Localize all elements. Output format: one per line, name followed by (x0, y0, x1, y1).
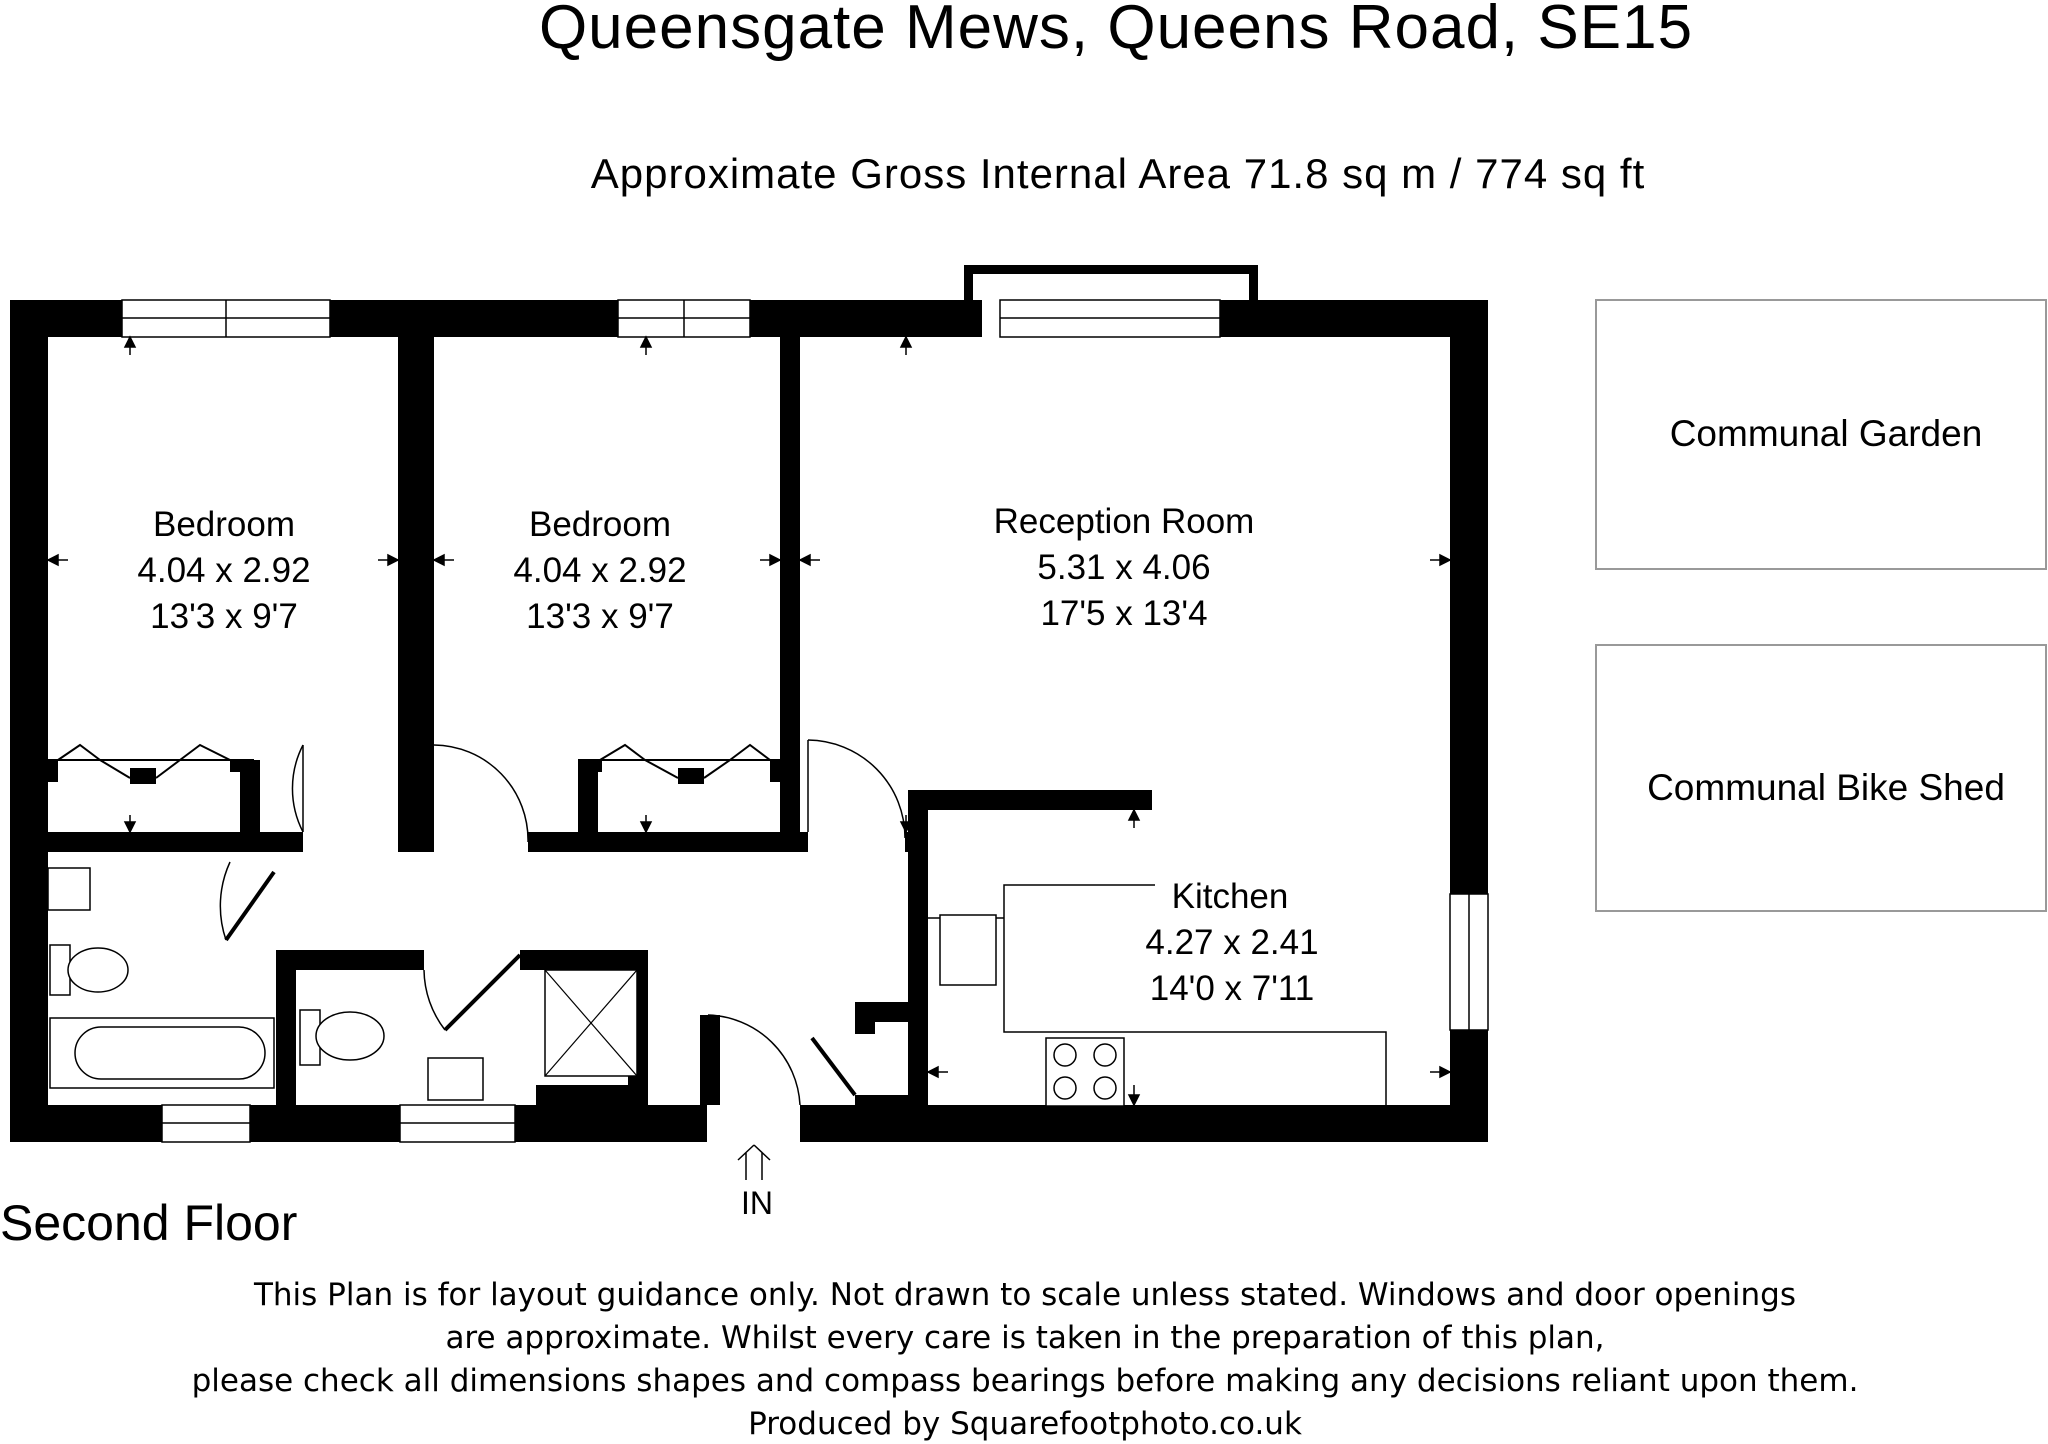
floor-label: Second Floor (0, 1195, 298, 1251)
room-name: Bedroom (152, 505, 296, 544)
disclaimer (192, 1277, 1859, 1442)
room-bedroom-1 (137, 505, 310, 636)
disclaimer-line: are approximate. Whilst every care is taken in the preparation of this plan, (445, 1320, 1605, 1356)
room-dimensions-metric: 4.27 x 2.41 (1145, 923, 1319, 962)
garden-label: Communal Garden (1669, 413, 1983, 454)
room-dimensions-metric: 4.04 x 2.92 (513, 551, 687, 590)
disclaimer-line: This Plan is for layout guidance only. Not drawn to scale unless stated. Windows and door openings (253, 1277, 1797, 1313)
gross-area: Approximate Gross Internal Area 71.8 sq m / 774 sq ft (590, 150, 1646, 197)
bike-shed-label: Communal Bike Shed (1647, 767, 2005, 808)
room-name: Kitchen (1171, 877, 1289, 916)
room-dimensions-metric: 5.31 x 4.06 (1037, 548, 1211, 587)
room-dimensions-imperial: 17'5 x 13'4 (1040, 594, 1208, 633)
entrance-label: IN (741, 1185, 773, 1221)
communal-bike-shed (1596, 645, 2046, 911)
room-name: Bedroom (528, 505, 672, 544)
disclaimer-line: Produced by Squarefootphoto.co.uk (748, 1406, 1302, 1442)
room-dimensions-imperial: 14'0 x 7'11 (1149, 969, 1315, 1008)
communal-garden (1596, 300, 2046, 569)
room-kitchen (1145, 877, 1318, 1008)
room-dimensions-metric: 4.04 x 2.92 (137, 551, 311, 590)
room-name: Reception Room (993, 502, 1255, 541)
exterior-walls (10, 265, 1488, 1142)
disclaimer-line: please check all dimensions shapes and compass bearings before making any decisions reliant upon them. (191, 1363, 1859, 1399)
room-reception (994, 502, 1255, 633)
room-dimensions-imperial: 13'3 x 9'7 (150, 597, 298, 636)
entrance-arrow-icon (738, 1145, 770, 1180)
room-bedroom-2 (513, 505, 686, 636)
page-title: Queensgate Mews, Queens Road, SE15 (538, 0, 1694, 62)
windows (122, 300, 1488, 1142)
room-dimensions-imperial: 13'3 x 9'7 (526, 597, 674, 636)
